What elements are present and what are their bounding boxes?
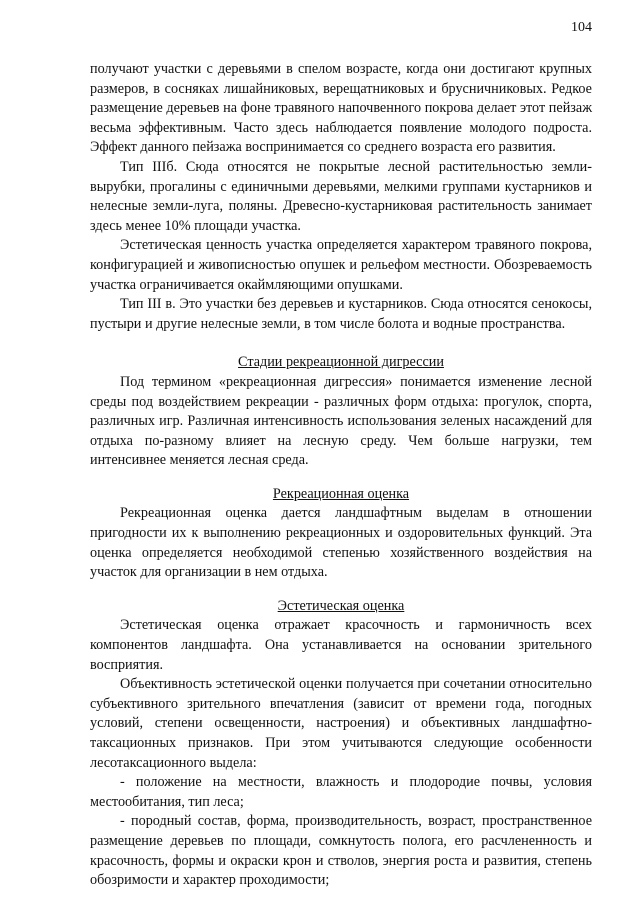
page-number: 104 — [571, 20, 592, 35]
section-heading-recreational: Рекреационная оценка — [272, 485, 410, 502]
aesthetic-list-item-2: - породный состав, форма, производительность, возраст, пространственное размещение деревьев по площади, сомкнутость полога, его расчлененность и красочность, формы и окраски крон и стволов, энергия роста и развития, степень обозримости и характер проходимости; — [90, 813, 592, 889]
aesthetic-paragraph-2: Объективность эстетической оценки получается при сочетании относительно субъективного зрительного впечатления (зависит от времени года, погодных условий, степени освещенности, настроения) и объективных ландшафтно-таксационных признаков. При этом учитываются следующие особенности лесотаксационного выдела: — [90, 676, 592, 771]
digression-paragraph-1: Под термином «рекреационная дигрессия» понимается изменение лесной среды под воздействием рекреации - различных форм отдыха: прогулок, спорта, различных игр. Различная интенсивность использования зеленых насаждений для отдыха по-разному влияет на лесную среду. Чем больше нагрузки, тем интенсивнее меняется лесная среда. — [90, 373, 592, 469]
intro-paragraph-2: Тип IIIб. Сюда относятся не покрытые лесной растительностью земли-вырубки, прогалины с единичными деревьями, мелкими группами кустарников и нелесные земли-луга, поляны. Древесно-кустарниковая растительность занимает здесь менее 10% площади участка. — [90, 158, 592, 234]
section-spacer — [90, 471, 592, 485]
intro-paragraph-1: получают участки с деревьями в спелом возрасте, когда они достигают крупных размеров, в сосняках лишайниковых, верещатниковых и брусничниковых. Редкое размещение деревьев на фоне травяного напочвенного покрова делает этот пейзаж весьма эффективным. Часто здесь наблюдается появление молодого подроста. Эффект данного пейзажа воспринимается со среднего возраста его развития. — [90, 61, 592, 156]
document-body — [90, 60, 592, 891]
aesthetic-list-item-1: - положение на местности, влажность и плодородие почвы, условия местообитания, тип леса; — [90, 774, 592, 810]
section-heading-digression: Стадии рекреационной дигрессии — [238, 354, 444, 371]
section-spacer — [90, 583, 592, 597]
intro-paragraph-4: Тип III в. Это участки без деревьев и кустарников. Сюда относятся сенокосы, пустыри и другие нелесные земли, в том числе болота и водные пространства. — [90, 296, 592, 332]
aesthetic-paragraph-1: Эстетическая оценка отражает красочность и гармоничность всех компонентов ландшафта. Она устанавливается на основании зрительного восприятия. — [90, 617, 592, 673]
recreational-paragraph-1: Рекреационная оценка дается ландшафтным выделам в отношении пригодности их к выполнению рекреационных и оздоровительных функций. Эта оценка определяется необходимой степенью хозяйственного воздействия на участок для организации в нем отдыха. — [90, 505, 592, 581]
section-spacer — [90, 334, 592, 353]
section-heading-aesthetic: Эстетическая оценка — [277, 597, 405, 614]
intro-paragraph-3: Эстетическая ценность участка определяется характером травяного покрова, конфигурацией и живописностью опушек и рельефом местности. Обозреваемость участка ограничивается окаймляющими опушками. — [90, 237, 592, 293]
